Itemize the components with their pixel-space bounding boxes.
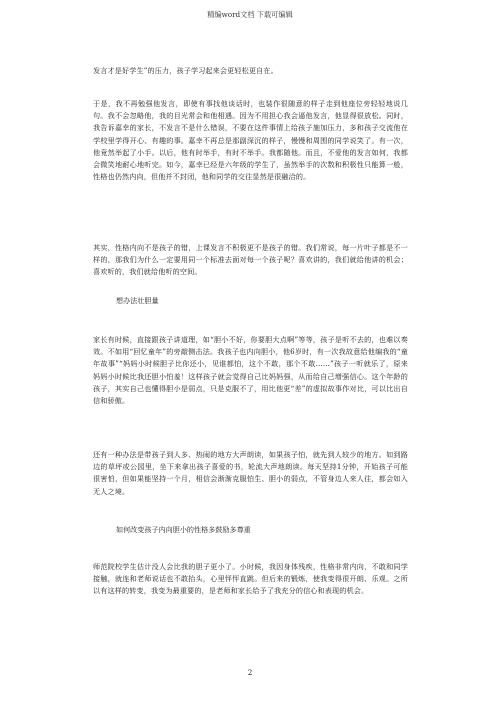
section-heading-1: 想办法壮胆量 — [116, 296, 159, 305]
paragraph-1 — [93, 65, 408, 77]
paragraph-text: 于是，我不再勉强他发言，即使有事找他谈话时，也装作很随意的样子走到他座位旁轻轻地说几句。我不会忽略他，我的目光常会和他相遇。因为不用担心我会逼他发言，他显得很放松。同时，我告诉嘉幸的家长，不发言不是什么错误，不要在这件事情上给孩子施加压力，多和孩子交流他在学校里学得开心、有趣的事。嘉幸不再总是那副深沉的样子，慢慢和周围的同学说笑了。有一次，他竟然举起了小手。以后，他有时举手，有时不举手。我都随他。而且，不爱他的发言如何，我都会微笑地耐心地听完。如今，嘉幸已经是六年级的学生了，虽然举手的次数和积极性只能算一般，性格也仍然内向，但他并不封闭，他和同学的交往显然是很融洽的。 — [93, 99, 408, 182]
paragraph-text: 发言才是好学生”的压力，孩子学习起来会更轻松更自在。 — [93, 66, 278, 75]
paragraph-6 — [93, 561, 408, 598]
paragraph-5 — [93, 449, 408, 498]
section-heading-2: 如何改变孩子内向胆小的性格多鼓励多尊重 — [116, 525, 251, 534]
paragraph-text: 还有一种办法是带孩子到人多、热闹的地方大声朗读，如果孩子怕，就先到人较少的地方。如到路边的草坪或公园里，坐下来拿出孩子喜爱的书，轮流大声地朗读。每天坚持1分钟，开始孩子可能很害怕，但如果能坚持一个月，相信会渐渐克服怕生、胆小的弱点，不管身边人来人往，都会如入无人之境。 — [93, 450, 408, 496]
paragraph-2 — [93, 98, 408, 183]
paragraph-text: 师范院校学生估计没人会比我的胆子更小了。小时候，我因身体残疾，性格非常内向，不敢和同学接触，就连和老师说话也不敢抬头，心里怦怦直跳。但后来的锻炼，使我变得很开朗、乐观。之所以有这样的转变，我变为最重要的，是老师和家长给予了我充分的信心和表现的机会。 — [93, 562, 408, 596]
page-number: 2 — [247, 668, 253, 677]
paragraph-text: 家长有时候，直接跟孩子讲道理，如“胆小不好，你要胆大点啊”等等，孩子是听不去的，也难以奏效。不如用“回忆童年”的旁敲侧击法。我孩子也内向胆小，他6岁时，有一次我故意给他编我的“童年故事”“妈妈小时候胆子比你还小，见谁都怕，这个不敢，那个不敢……”孩子一听就乐了，原来妈妈小时候比我还胆小怕羞！这样孩子就会觉得自己比妈妈强，从而给自己增强信心。这个年龄的孩子，其实自己也懂得胆小是弱点，只是克服不了，用比他更“差”的虚拟故事作对比，可以比出自信和骄傲。 — [93, 335, 408, 406]
paragraph-text: 其实，性格内向不是孩子的错，上课发言不积极更不是孩子的错。我们常说，每一片叶子都是不一样的，那我们为什么一定要用同一个标准去面对每一个孩子呢？喜欢讲的，我们就给他讲的机会；喜欢听的，我们就给他听的空间。 — [93, 243, 408, 277]
paragraph-3 — [93, 242, 408, 279]
page-header: 精编word文档 下载可编辑 — [207, 10, 293, 19]
paragraph-4 — [93, 334, 408, 407]
